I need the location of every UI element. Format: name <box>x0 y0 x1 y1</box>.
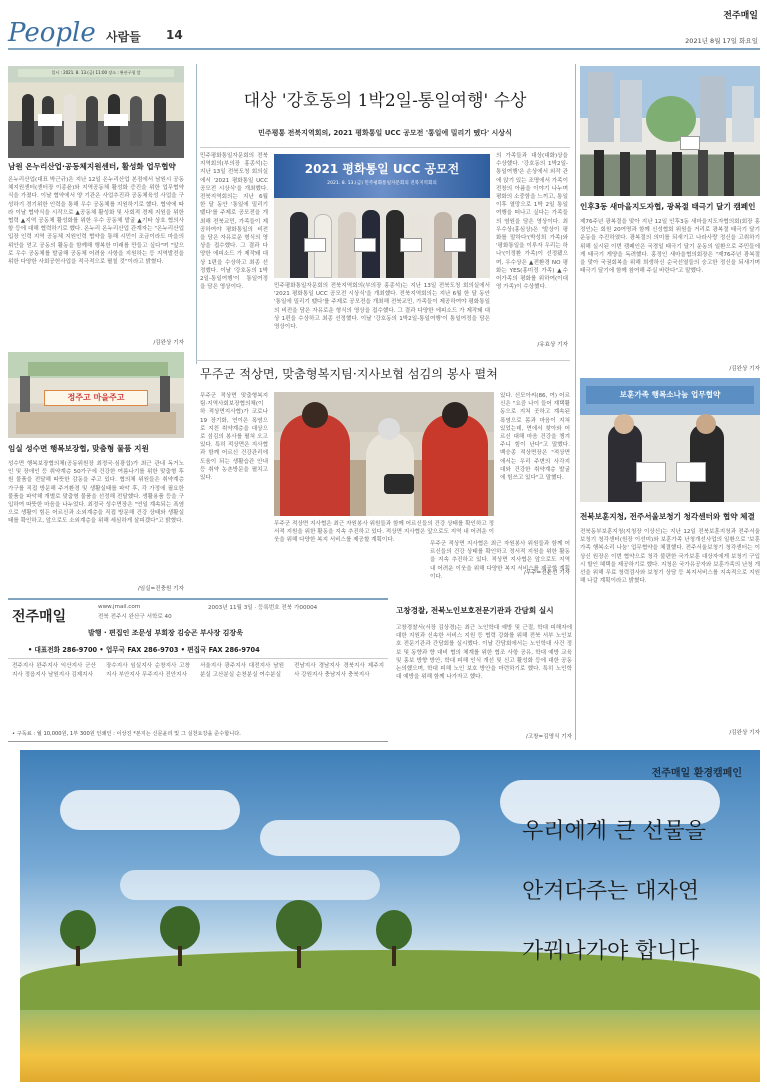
donation-photo <box>8 352 184 438</box>
hearing-body: 고창경찰서(서장 김상경)는 최근 노인학대 예방 및 근절, 학대 피해자에 대한 지원과 신속한 서비스 지원 등 협력 강화를 위해 전북 서부 노인보호 전문기관과 간담회를 실시했다. 이날 간담회에서는 노인학대 사건 정보 및 동향과 향 대비 협의 체계를 위한 협조 사항 공유, 학대 예방 교육 및 홍보 방향 방안, 학대 피해 인식 개선 및 신고 활성화 등에 대한 공동 논의했으며, 학대 피해 노인 보호 방안을 마련하기로 했다. 특히 노인학대 예방을 위해 함께 나가자고 했다. <box>396 625 572 681</box>
ucc-award-photo <box>274 154 490 278</box>
paper-name: 전주매일 <box>723 11 758 21</box>
article-byline: /김완상 기자 <box>729 730 760 736</box>
ucc-banner-title: 2021 평화통일 UCC 공모전 <box>304 162 460 176</box>
bureau-list-4: 전남지사 경남지사 경북지사 제주지사 강원지사 충남지사 충북지사 <box>294 663 384 678</box>
muju-byline: /무주=전윤선 기자 <box>523 570 570 576</box>
article-byline: /김완상 기자 <box>729 366 760 372</box>
colophon-paper-name: 전주매일 <box>12 609 67 625</box>
colophon-footer: • 구독료 : 월 10,000원, 1부 300원 인쇄인 : 이상진 *본지는 신문윤리 및 그 실천요강을 준수합니다. <box>12 731 241 737</box>
colophon-url: www.jmail.com <box>98 604 141 610</box>
bureau-list-2: 장수지사 임실지사 순창지사 고창지사 부안지사 무주지사 진안지사 <box>106 663 190 678</box>
flag-campaign-photo <box>580 66 760 196</box>
article-body: 전북동부보훈지청(지청장 이상신)는 지난 12일 전북보훈지청과 전주서울보청기 청각센터(원장 이선미)와 보훈가족 난청개선사업의 일환으로 '보훈가족 행복소리 나눔' 업무협약을 체결했다. 전주서울보청기 청각센터는 이상신 원장은 이번 협약으로 청각 불편한 국가보훈 대상자에게 보청기 구입 시 할인 혜택을 제공하기로 했다. 지청은 국가유공자와 보훈가족의 난청 개선을 위해 무료 청력검사와 보청기 상담 등 복지서비스를 지속적으로 지원해 나갈 계획이라고 밝혔다. <box>580 529 760 585</box>
bureau-list-3: 서울지사 광주지사 대전지사 남원분실 고산분실 순천분실 여수분실 <box>200 663 284 678</box>
photo-banner: 일시 : 2021. 8. 13.(금) 11:00 장소 : 완산구청 앞 <box>18 69 174 77</box>
hearing-byline: /고창=김영식 기자 <box>525 734 572 740</box>
article-body: 온누리산업(대표 박근규)은 지난 12일 온누리산업 본점에서 남원시 공동체지원센터(센터장 이종윤)와 지역공동체 활성화 증진을 위한 업무협약식을 가졌다. 이날 협약에서 양 기관은 사업추진과 공동체육성 사업을 구성하기 경기위한 인력을 통해 우수 공동체를 지원하기로 했다. 협약에 따라 이날 협약식을 시작으로 ▲공동체 활성화 및 사회적 경제 지원을 위한 협력 ▲지역 공동체 활성화를 위한 우수 공동체 발굴 ▲기타 상호 협의사항 등에 대해 협력하기로 했다. 온누리 온누리산업 관계자는 "온누리산업 입장 인력 지역 공동체 지원인력 협약을 통해 시민이 조금이라도 마을의 위안을 얻고 공동의 활동을 함께해 행복한 미래를 만들고 싶다"며 "앞으로 우수 공동체를 발굴해 공동체 어려움 사항을 지원하는 등 지역발전을 위한 다양한 사회공헌사업을 적극적으로 펼칠 것"이라고 밝혔다. <box>8 177 184 266</box>
section-title-en: People <box>8 18 96 48</box>
tree-icon <box>60 910 96 950</box>
donation-banner: 정주고 마을주고 <box>44 390 148 406</box>
muju-right-body: 있다. 신모아씨(86, 여) 어르신은 "요즘 나이 들어 재택활동으로 지쳐 곳하고 계속된 폭염으로 몸과 마음이 지쳐 있었는데, 면에서 찾아와 어르신 대해 마음 건강을 챙겨주니 힘이 난다"고 말했다. 백승종 적상면장은 "적상면에서는 우리 주변의 사각지대와 건강한 취약계층 발굴에 힘쓰고 있다"고 말했다. <box>500 393 570 482</box>
page-number: 14 <box>166 28 183 42</box>
muju-bottom-body: 무주군 적상면 지사협은 최근 자원봉사 위원들과 함께 어르신들의 건강 상태를 확인하고 정서적 지원을 위한 활동을 지속 추진하고 있다. 적상면 지사협은 앞으로도 지역 내 어려운 이웃을 위해 다양한 복지 서비스를 제공할 계획이다. <box>274 521 494 544</box>
campaign-line-3: 가꿔나가야 합니다 <box>522 939 700 964</box>
header-rule <box>8 48 760 50</box>
article-body: 제76주년 광복절을 맞아 지난 12일 인후3동 새마을지도자협의회(회장 홍정인)는 회원 20여명과 함께 신성협회 위원을 거리로 광복절 태극기 달기 운동을 추진하였다. 광복절의 의미를 되새기고 나라사랑 정신을 고취하기 위해 실시된 이번 캠페인은 국경일 태극기 달기 운동의 일환으로 주민들에게 태극기 게양을 독려했다. 홍정인 새마을협의회장은 "제76주년 광복절을 맞아 국권회복을 위해 희생하신 순국선열들의 숭고한 정신을 되새기며 태극기 달기에 함께 참여해 주실 바란다"고 말했다. <box>580 219 760 275</box>
muju-left-body: 무주군 적상면 맞춤형복지팀·지역사회보장협의체(이하 적상면지사협)가 코로나19 장기화, 연이은 폭염으로 지친 취약계층을 대상으로 섬김의 봉사를 펼쳐 오고 있다. 특히 적상면은 지사협과 함께 어르신 건강관리에 도움이 되는 생활습관 안내 등 취약 농촌방문을 펼치고 있다. <box>200 393 268 482</box>
article-title: 인후3동 새마을지도자협, 광복절 태극기 달기 캠페인 <box>580 202 756 211</box>
flag-icon <box>680 136 700 150</box>
campaign-label: 전주매일 환경캠페인 <box>651 768 742 779</box>
article-title: 임실 성수면 행복보장협, 맞춤형 물품 지원 <box>8 444 149 453</box>
muju-right-body-2: 무주군 적상면 지사협은 최근 자원봉사 위원들과 함께 어르신들의 건강 상태를 확인하고 정서적 지원을 위한 활동을 지속 추진하고 있다. 적상면 지사협은 앞으로도 지역 내 어려운 이웃을 위해 다양한 복지 서비스를 제공할 계획이다. <box>430 541 570 580</box>
colophon-address: 전북 전주시 완산구 서학로 40 <box>98 614 172 620</box>
agreement-banner: 보훈가족 행복소나눔 업무협약 <box>586 386 754 404</box>
feature-right-body: 의 가족들과 대상(대화)상을 수상했다. '강호동의 1박2일-통일여행'은 손상에서 외작 관에 앉기 있는 조명에서 가족이 전창의 아픔을 이야기 나누며 평화의 소중함을 느끼고, 통일 이후 열망으로 1박 2일 통일여행을 떠나고 싶다는 가족들의 염원을 담은 영상이다. 최우수상(홍심상)은 '발상이 평화를 말하다'(박성희 가족)와 '평화통일을 이루자 우리는 하나'(이정환 가족)이 선정됐으며, 우수상은 ▲전환경 NO 평화는 YES(홍미정 가족) ▲수어가족의 평화를 위하여(이대영 가족)이 수상했다. <box>496 153 568 291</box>
feature-title: 대상 '강호동의 1박2일-통일여행' 수상 <box>243 91 527 111</box>
feature-below-photo: 민주평화통일자문회의 전북지역회의(부의장 홍종석)는 지난 13일 전북도청 회의실에서 '2021 평화통일 UCC 공모전 시상식'을 개최했다. 전북지역회의는 지난 6월 한 달 동안 '통일에 밀리기 뗐다'를 주제로 공모전을 개최해 전북교민, 가족들이 제공하여야 평화통일의 비전을 담은 자유로운 형식의 영상을 접수했다. 그 결과 다양한 에피소드 가 제작돼 대상 1편을 수상하고 최종 선정했다. 이날 '강호동의 1박2일-통일여행'이 통일여정을 담은 영상이다. <box>274 283 490 331</box>
section-title-kr: 사람들 <box>106 30 141 44</box>
feature-left-body: 민주평화통일자문회의 전북지역회의(부의장 홍종석)는 지난 13일 전북도청 회의실에서 '2021 평화통일 UCC 공모전 시상식'을 개최했다. 전북지역회의는 지난 6월 한 달 동안 '통일에 밀리기 뗐다'를 주제로 공모전을 개최해 전북교민, 가족들이 제공하여야 평화통일의 비전을 담은 자유로운 형식의 영상을 접수했다. 그 결과 다양한 에피소드 가 제작돼 대상 1편을 수상하고 최종 선정했다. 이날 '강호동의 1박2일-통일여행'이 통일여정을 담은 영상이다. <box>200 153 268 291</box>
colophon-phones: • 대표전화 286-9700 • 업무국 FAX 286-9703 • 편집국 FAX 286-9704 <box>28 646 260 654</box>
campaign-line-2: 안겨다주는 대자연 <box>522 879 700 904</box>
masthead <box>8 11 760 50</box>
article-title: 전북보훈지청, 전주서울보청기 청각센터와 협약 체결 <box>580 512 755 521</box>
tree-icon <box>276 900 322 950</box>
hearing-aid-agreement-photo <box>580 378 760 502</box>
muju-title: 무주군 적상면, 맞춤형복지팀·지사보협 섬김의 봉사 펼쳐 <box>200 367 498 381</box>
environment-campaign-ad <box>20 750 760 1082</box>
colophon-box <box>8 598 388 742</box>
feature-subtitle: 민주평통 전북지역회의, 2021 평화통일 UCC 공모전 '통일에 밀리기 뗐다' 시상식 <box>258 129 512 137</box>
tree-icon <box>160 906 200 950</box>
feature-byline: /유효상 기자 <box>537 342 568 348</box>
article-body: 성수면 행복보장협의체(공동위원장 최정국·심광섭)가 최근 관내 독거노인 및 장애인 등 취약계층 50가구에 건강한 여름나기를 위한 맞춤형 후원 물품을 전달해 따뜻한 감동을 주고 있다. 협의체 위원들은 취약계층 가구를 직접 방문해 주거환경 및 생활실태를 파악 후, 각 가정에 필요한 물품을 파악해 개별로 맞춤형 물품을 선정해 전달했다. 생활용품 등을 구입하여 따뜻한 마음을 나누었다. 최정국 성수면장은 "연일 계속되는 폭염으로 생활이 힘든 어르신과 소외계층을 직접 방문해 건강 상태와 생활실태를 확인하고, 앞으로도 소외계층을 위해 세심하게 살피겠다"고 밝혔다. <box>8 461 184 525</box>
bureau-list-1: 전주지사 완주지사 익산지사 군산지사 정읍지사 남원지사 김제지사 <box>12 663 96 678</box>
issue-date: 2021년 8월 17일 화요일 <box>685 37 758 45</box>
volunteer-photo <box>274 392 494 516</box>
tree-icon <box>376 910 412 950</box>
colophon-staff: 발행 · 편집인 조문성 부회장 김승곤 부사장 김장욱 <box>88 629 243 637</box>
article-byline: /김완상 기자 <box>153 340 184 346</box>
article-byline: /임실=진충원 기자 <box>137 586 184 592</box>
ucc-banner-subtitle: 2021. 8. 13.(금) 민주평화통일자문회의 전북지역회의 <box>327 181 437 186</box>
colophon-reg: 2003년 11월 3일 · 등록번호 전북 가00004 <box>208 605 318 611</box>
article-title: 남원 온누리산업·공동체지원센터, 활성화 업무협약 <box>8 162 176 171</box>
campaign-line-1: 우리에게 큰 선물을 <box>522 819 707 844</box>
agreement-photo <box>8 66 184 158</box>
hearing-title: 고창경찰, 전북노인보호전문기관과 간담회 실시 <box>396 606 554 615</box>
